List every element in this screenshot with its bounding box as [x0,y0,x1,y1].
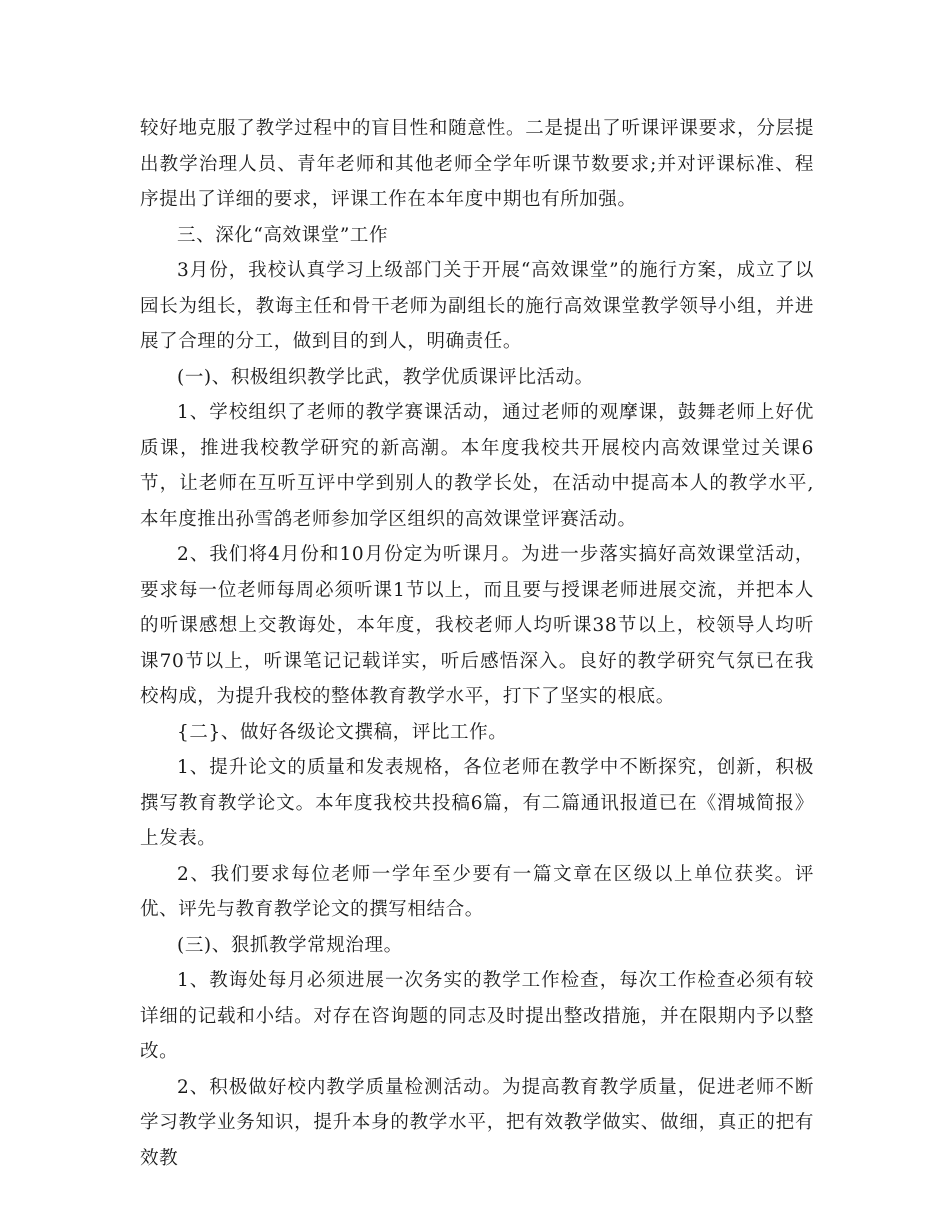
subsection-heading-3: (三)、狠抓教学常规治理。 [177,934,403,956]
paragraph-continuation: 较好地克服了教学过程中的盲目性和随意性。二是提出了听课评课要求，分层提出教学治理人员、青年老师和其他老师全学年听课节数要求;并对评课标准、程序提出了详细的要求，评课工作在本年度中期也有所加强。 [140,118,814,210]
paragraph: 2、我们将4月份和10月份定为听课月。为进一步落实搞好高效课堂活动，要求每一位老师每周必须听课1节以上，而且要与授课老师进展交流，并把本人的听课感想上交教诲处，本年度，我校老师人均听课38节以上，校领导人均听课70节以上，听课笔记记载详实，听后感悟深入。良好的教学研究气氛已在我校构成，为提升我校的整体教育教学水平，打下了坚实的根底。 [140,544,814,707]
subsection-heading-1: (一)、积极组织教学比武，教学优质课评比活动。 [177,366,594,388]
paragraph: 1、教诲处每月必须进展一次务实的教学工作检查，每次工作检查必须有较详细的记载和小结。对存在咨询题的同志及时提出整改措施，并在限期内予以整改。 [140,970,814,1062]
section-heading-3: 三、深化“高效课堂”工作 [177,224,389,246]
paragraph: 1、提升论文的质量和发表规格，各位老师在教学中不断探究，创新，积极撰写教育教学论文。本年度我校共投稿6篇，有二篇通讯报道已在《渭城简报》上发表。 [140,757,814,849]
document-body [140,111,814,1176]
subsection-heading-2: {二}、做好各级论文撰稿，评比工作。 [177,721,508,743]
paragraph: 2、积极做好校内教学质量检测活动。为提高教育教学质量，促进老师不断学习教学业务知识，提升本身的教学水平，把有效教学做实、做细，真正的把有效教 [140,1076,814,1169]
paragraph: 1、学校组织了老师的教学赛课活动，通过老师的观摩课，鼓舞老师上好优质课，推进我校教学研究的新高潮。本年度我校共开展校内高效课堂过关课6节，让老师在互听互评中学到别人的教学长处，在活动中提高本人的教学水平,本年度推出孙雪鸽老师参加学区组织的高效课堂评赛活动。 [140,402,814,530]
paragraph: 2、我们要求每位老师一学年至少要有一篇文章在区级以上单位获奖。评优、评先与教育教学论文的撰写相结合。 [140,863,814,920]
paragraph: 3月份，我校认真学习上级部门关于开展“高效课堂”的施行方案，成立了以园长为组长，教诲主任和骨干老师为副组长的施行高效课堂教学领导小组，并进展了合理的分工，做到目的到人，明确责任。 [140,260,814,352]
